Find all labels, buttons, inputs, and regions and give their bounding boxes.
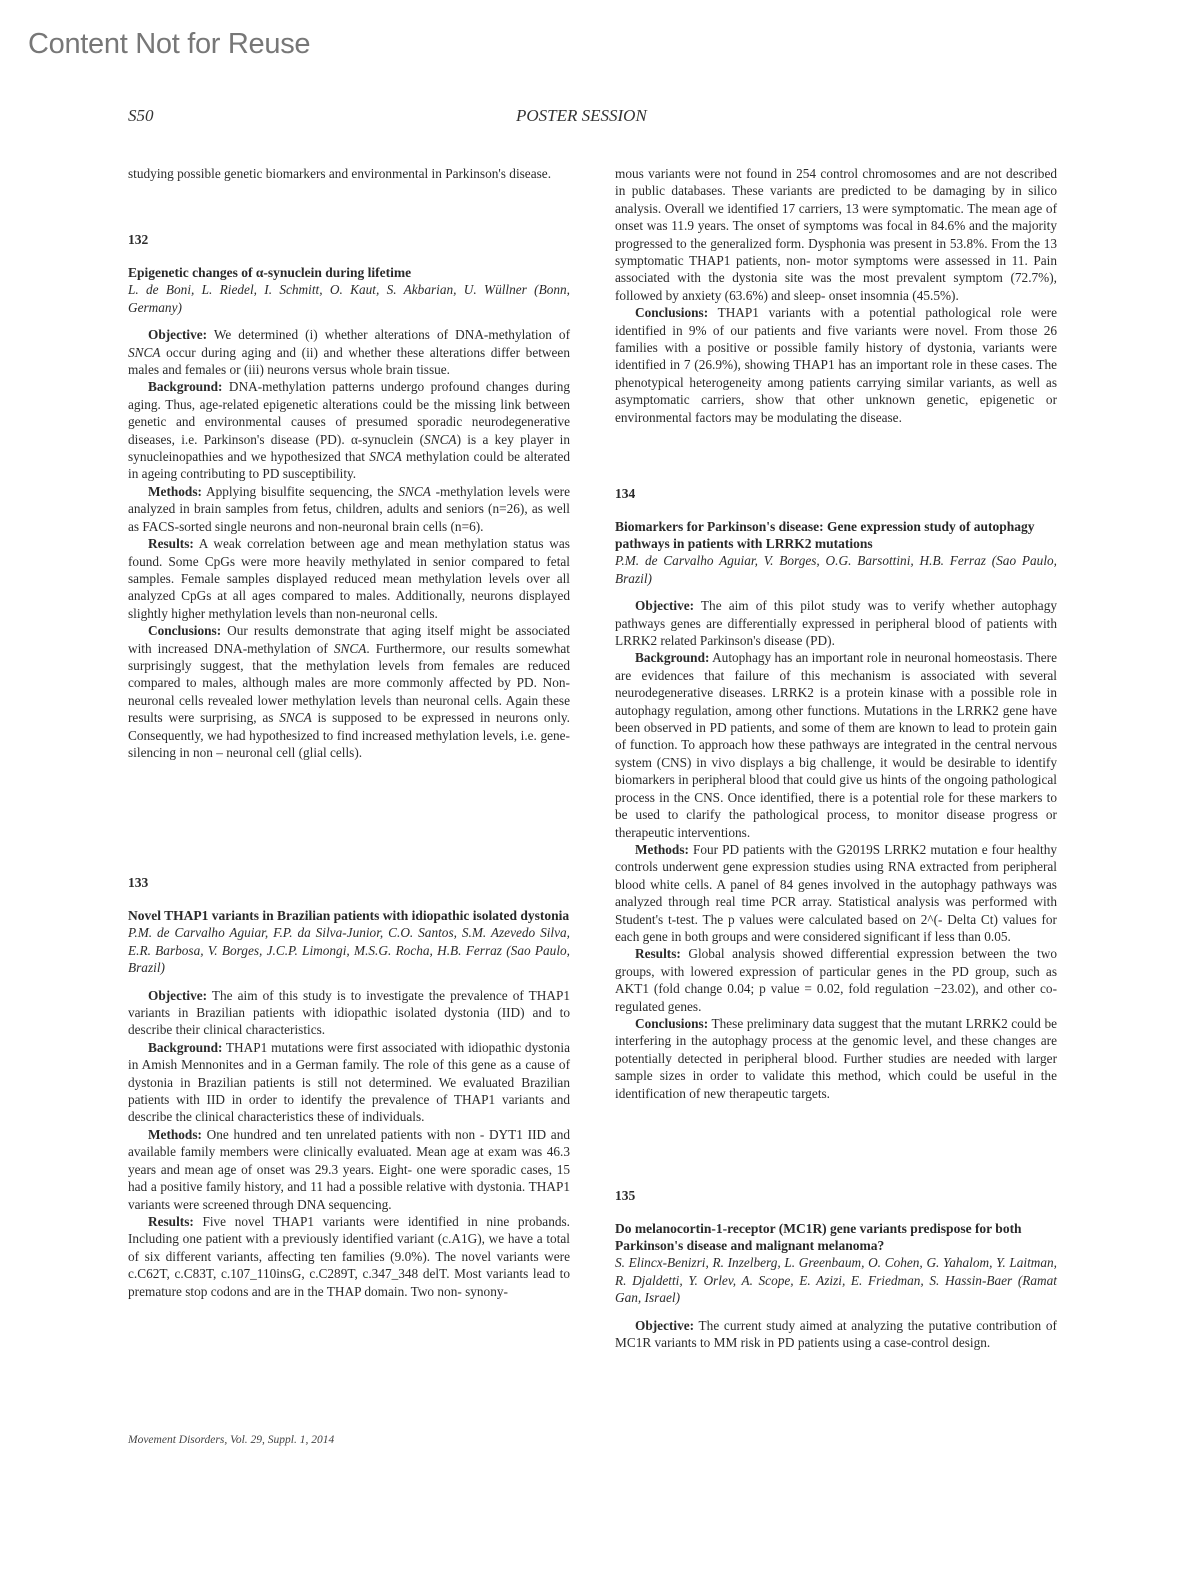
abstract-section-methods (128, 483, 570, 535)
abstract-132 (128, 231, 570, 761)
gene-name: SNCA (279, 710, 312, 726)
section-label: Objective: (635, 598, 695, 614)
abstract-section-conclusions (615, 1015, 1057, 1102)
section-text: Global analysis showed differential expression between the two groups, with lowered expression of particular genes in the PD group, such as AKT1 (fold change 0.04; p value = 0.02, fold regulation −23.02), and other co-regulated genes. (615, 946, 1057, 1014)
section-label: Conclusions: (148, 623, 222, 639)
section-text: The aim of this pilot study was to verify whether autophagy pathways genes are differentially expressed in peripheral blood of patients with LRRK2 related Parkinson's disease (PD). (615, 598, 1057, 649)
abstract-section-results (128, 1213, 570, 1300)
section-label: Conclusions: (635, 1015, 709, 1031)
section-label: Methods: (148, 1126, 202, 1142)
section-text: DNA-methylation patterns undergo profound changes during aging. Thus, age-related epigenetic alterations could be the missing link between genetic and environmental causes of presumed sporadic neurodegenerative diseases, i.e. Parkinson's disease (PD). α-synuclein ( (128, 379, 570, 447)
section-text: We determined (i) whether alterations of DNA-methylation of (207, 327, 570, 343)
section-label: Conclusions: (635, 305, 709, 321)
section-text: ) is a key player in synucleinopathies and we hypothesized that (128, 431, 571, 465)
abstract-authors: L. de Boni, L. Riedel, I. Schmitt, O. Kaut, S. Akbarian, U. Wüllner (Bonn, Germany) (128, 282, 570, 315)
abstract-section-conclusions (615, 304, 1057, 426)
abstract-section-results (128, 535, 570, 622)
section-label: Methods: (635, 841, 689, 857)
abstract-135 (615, 1187, 1057, 1351)
abstract-title: Novel THAP1 variants in Brazilian patients with idiopathic isolated dystonia (128, 908, 570, 924)
abstract-section-objective (615, 1317, 1057, 1352)
abstract-section-objective (128, 987, 570, 1039)
abstract-section-conclusions (128, 622, 570, 761)
abstract-section-background (615, 649, 1057, 840)
section-label: Background: (635, 650, 710, 666)
section-text: A weak correlation between age and mean methylation status was found. Some CpGs were more heavily methylated in senior compared to fetal samples. Female samples displayed reduced mean methylation levels over all analyzed CpGs at all ages compared to males. Additionally, neurons displayed slightly higher methylation levels than non-neuronal cells. (128, 536, 570, 621)
section-text: occur during aging and (ii) and whether these alterations differ between males and females or (iii) neurons versus whole brain tissue. (128, 344, 570, 378)
abstract-section-results (615, 945, 1057, 1015)
page-number: S50 (128, 106, 154, 125)
abstract-133 (128, 874, 570, 1300)
section-text: Autophagy has an important role in neuronal homeostasis. There are evidences that failure of this mechanism is associated with several neurodegenerative diseases. LRRK2 is a protein kinase with a possible role in autophagy regulation, among other functions. Mutations in the LRRK2 gene have been observed in PD patients, and some of them are known to lead to protein gain of function. To approach how these pathways are integrated in the central nervous system (CNS) in vivo displays a big challenge, it would be desirable to identify biomarkers in peripheral blood that could give us hints of the ongoing pathological process in the CNS. Once identified, there is a potential role for these markers to be used to clarify the pathological process, to monitor disease progress or therapeutic interventions. (615, 650, 1057, 840)
abstract-title: Biomarkers for Parkinson's disease: Gene expression study of autophagy pathways in patients with LRRK2 mutations (615, 519, 1035, 552)
section-text: -methylation levels were analyzed in brain samples from fetus, children, adults and seniors (n=26), as well as FACS-sorted single neurons and non-neuronal brain cells (n=6). (128, 483, 570, 534)
right-continuation (615, 165, 1057, 426)
abstract-section-methods (615, 841, 1057, 945)
gene-name: SNCA (398, 483, 431, 499)
gene-name: SNCA (128, 344, 161, 360)
section-label: Results: (148, 536, 194, 552)
abstract-134 (615, 485, 1057, 1102)
section-text: THAP1 variants with a potential pathological role were identified in 9% of our patients and five variants were novel. From those 26 families with a positive or possible family history of dystonia, variants were identified in 7 (26.9%), showing THAP1 has an important role in these cases. The phenotypical heterogeneity among patients carrying similar variants, as well as asymptomatic carriers, show that other unknown genetic, epigenetic or environmental factors may be modulating the disease. (615, 305, 1057, 425)
section-label: Objective: (148, 327, 208, 343)
journal-footer: Movement Disorders, Vol. 29, Suppl. 1, 2014 (128, 1434, 335, 1446)
section-label: Results: (635, 946, 681, 962)
section-text: Five novel THAP1 variants were identified in nine probands. Including one patient with a previously identified variant (c.A1G), we have a total of six different variants, affecting ten families (9.0%). The novel variants were c.C62T, c.C83T, c.107_110insG, c.C289T, c.347_348 delT. Most variants lead to premature stop codons and are in the THAP domain. Two non- synony- (128, 1213, 570, 1299)
section-text: Our results demonstrate that aging itself might be associated with increased DNA-methylation of (128, 623, 570, 656)
abstract-title: Do melanocortin-1-receptor (MC1R) gene variants predispose for both Parkinson's disease and malignant melanoma? (615, 1221, 1022, 1254)
watermark: Content Not for Reuse (28, 28, 311, 60)
section-text: The current study aimed at analyzing the putative contribution of MC1R variants to MM risk in PD patients using a case-control design. (615, 1317, 1057, 1351)
continuation-sections (615, 304, 1057, 426)
abstract-section-background (128, 378, 570, 482)
gene-name: SNCA (333, 640, 367, 656)
abstract-authors: P.M. de Carvalho Aguiar, V. Borges, O.G. Barsottini, H.B. Ferraz (Sao Paulo, Brazil) (615, 553, 1057, 586)
running-head: POSTER SESSION (516, 106, 647, 125)
section-text: Applying bisulfite sequencing, the (201, 483, 399, 499)
abstract-section-objective (128, 326, 570, 378)
section-text: is supposed to be expressed in neurons only. Consequently, we had hypothesized to find increased methylation levels, i.e. gene-silencing in non – neuronal cell (glial cells). (128, 710, 571, 760)
section-label: Background: (148, 379, 223, 395)
abstract-number: 135 (615, 1188, 636, 1203)
abstract-number: 132 (128, 232, 149, 247)
section-label: Methods: (148, 483, 202, 499)
section-text: methylation could be alterated in ageing contributing to PD susceptibility. (128, 449, 570, 482)
abstract-authors: P.M. de Carvalho Aguiar, F.P. da Silva-Junior, C.O. Santos, S.M. Azevedo Silva, E.R. Barbosa, V. Borges, J.C.P. Limongi, M.S.G. Rocha, H.B. Ferraz (Sao Paulo, Brazil) (128, 925, 570, 976)
section-text: One hundred and ten unrelated patients with non - DYT1 IID and available family members were clinically evaluated. Mean age at exam was 46.3 years and mean age of onset was 29.3 years. Eight- one were sporadic cases, 15 had a positive family history, and 11 had a possible relative with dystonia. THAP1 variants were screened through DNA sequencing. (128, 1126, 570, 1212)
section-text: The aim of this study is to investigate the prevalence of THAP1 variants in Brazilian patients with idiopathic isolated dystonia (IID) and to describe their clinical characteristics. (128, 987, 570, 1038)
section-label: Objective: (148, 987, 208, 1003)
continuation-text: mous variants were not found in 254 control chromosomes and are not described in public databases. These variants are predicted to be damaging by in silico analysis. Overall we identified 17 carriers, 13 were symptomatic. The mean age of onset was 11.9 years. The onset of symptoms was focal in 84.6% and the majority progressed to the generalized form. Dysphonia was present in 53.8%. From the 13 symptomatic THAP1 patients, non- motor symptoms were assessed in 11. Pain associated with the dystonia site was the most prevalent symptom (72.7%), followed by anxiety (63.6%) and sleep- onset insomnia (45.5%). (615, 166, 1057, 303)
section-label: Objective: (635, 1317, 695, 1333)
section-text: THAP1 mutations were first associated with idiopathic dystonia in Amish Mennonites and in a German family. The role of this gene as a cause of dystonia in Brazilian patients is still not determined. We evaluated Brazilian patients with IID in order to identify the prevalence of THAP1 variants and describe the clinical characteristics these of individuals. (128, 1039, 570, 1125)
section-label: Background: (148, 1039, 223, 1055)
abstract-section-background (128, 1039, 570, 1126)
abstract-number: 134 (615, 486, 636, 501)
abstract-authors: S. Elincx-Benizri, R. Inzelberg, L. Greenbaum, O. Cohen, G. Yahalom, Y. Laitman, R. Djaldetti, Y. Orlev, A. Scope, E. Azizi, E. Friedman, S. Hassin-Baer (Ramat Gan, Israel) (615, 1255, 1057, 1306)
section-label: Results: (148, 1213, 194, 1229)
abstract-number: 133 (128, 875, 149, 890)
abstract-section-objective (615, 597, 1057, 649)
section-text: Four PD patients with the G2019S LRRK2 mutation e four healthy controls underwent gene expression studies using RNA extracted from peripheral blood white cells. A panel of 84 genes involved in the autophagy pathways was analyzed through real time PCR array. Statistical analysis was performed with Student's t-test. The p values were calculated based on 2^(- Delta Ct) values for each gene in both groups and were considered significant if less than 0.05. (615, 841, 1057, 944)
abstract-section-methods (128, 1126, 570, 1213)
gene-name: SNCA (424, 431, 457, 447)
section-text: . Furthermore, our results somewhat surprisingly suggest, that the methylation levels from females are reduced compared to males, although males are more commonly affected by PD. Non-neuronal cells revealed lower methylation levels than neuronal cells. Again these results were surprising, as (128, 640, 570, 726)
section-text: These preliminary data suggest that the mutant LRRK2 could be interfering in the autophagy process at the genomic level, and these changes are potentially detected in peripheral blood. Further studies are needed with larger sample sizes in order to validate this method, which could be useful in the identification of new therapeutic targets. (615, 1015, 1057, 1101)
left-continuation (128, 165, 570, 182)
abstract-title: Epigenetic changes of α-synuclein during lifetime (128, 265, 412, 281)
continuation-text: studying possible genetic biomarkers and environmental in Parkinson's disease. (128, 166, 552, 181)
gene-name: SNCA (369, 449, 402, 465)
